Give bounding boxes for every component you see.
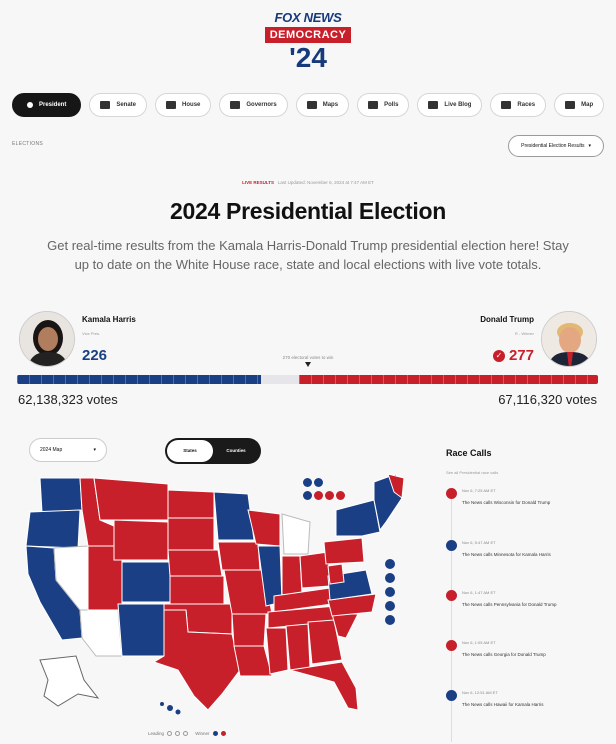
electoral-votes: ✓ 277 (493, 347, 534, 364)
state-south-dakota (168, 518, 214, 550)
state-arkansas (232, 614, 266, 646)
site-logo[interactable] (0, 10, 616, 73)
state-colorado (122, 562, 170, 602)
state-north-dakota (168, 490, 214, 518)
state-hawaii (167, 705, 173, 711)
nav-senate[interactable]: Senate (89, 93, 147, 117)
state-dot[interactable] (303, 491, 312, 500)
state-alabama (286, 624, 310, 670)
candidate-name: Donald Trump (480, 315, 534, 324)
legend-circle (213, 731, 218, 736)
nav-president[interactable]: President (12, 93, 81, 117)
map-view-toggle[interactable] (165, 438, 261, 464)
electoral-votes: 226 (82, 347, 108, 364)
win-threshold-marker (305, 362, 311, 367)
harris-bar (17, 375, 261, 384)
state-new-york (336, 500, 380, 536)
state-wyoming (114, 520, 168, 560)
nav-polls[interactable]: Polls (357, 93, 409, 117)
state-minnesota (214, 492, 254, 540)
page-description: Get real-time results from the Kamala Harris-Donald Trump presidential election here! Stay up to date on the White House race, state and local elections with live vote totals. (47, 238, 569, 272)
state-mississippi (266, 628, 288, 674)
breadcrumb[interactable]: ELECTIONS (12, 141, 44, 147)
nav-house[interactable]: House (155, 93, 211, 117)
subbar (12, 135, 604, 157)
building-icon (230, 101, 240, 109)
state-dot[interactable] (336, 491, 345, 500)
to-win-label: 270 electoral votes to win (282, 355, 334, 360)
state-washington (40, 478, 82, 512)
state-louisiana (234, 646, 272, 676)
ballot-icon (368, 101, 378, 109)
map-legend: Leading Winner (148, 731, 226, 736)
toggle-counties[interactable]: Counties (226, 448, 246, 453)
state-iowa (218, 542, 260, 570)
checkmark-icon: ✓ (493, 350, 505, 362)
logo-year: '24 (289, 42, 327, 73)
state-oregon (26, 510, 80, 548)
logo-democracy: DEMOCRACY (265, 27, 352, 43)
harris-popular-votes: 62,138,323 votes (18, 392, 118, 407)
candidate-note: Vice Pres. (82, 331, 101, 336)
megaphone-icon (428, 101, 438, 109)
legend-circle (221, 731, 226, 736)
state-indiana (282, 556, 302, 598)
trump-popular-votes: 67,116,320 votes (498, 392, 597, 407)
electoral-vote-bar (17, 375, 598, 384)
section-nav (12, 93, 616, 117)
republican-dot (446, 590, 457, 601)
state-new-mexico (118, 604, 164, 656)
chevron-down-icon: ▾ (93, 447, 96, 453)
legend-circle (175, 731, 180, 736)
trump-bar (299, 375, 598, 384)
nav-governors[interactable]: Governors (219, 93, 287, 117)
state-wisconsin (248, 510, 280, 546)
logo-brand: FOX NEWS (274, 10, 342, 25)
grid-icon (565, 101, 575, 109)
checklist-icon (501, 101, 511, 109)
map-icon (307, 101, 317, 109)
live-badge: LIVE RESULTS (242, 180, 275, 185)
legend-circle (183, 731, 188, 736)
state-dot[interactable] (314, 491, 323, 500)
split-states-legend (303, 478, 345, 504)
nav-races[interactable]: Races (490, 93, 546, 117)
small-state-marker (385, 615, 395, 625)
capitol-icon (100, 101, 110, 109)
results-dropdown[interactable]: Presidential Election Results ▾ (508, 135, 604, 157)
democrat-dot (446, 540, 457, 551)
candidate-name: Kamala Harris (82, 315, 136, 324)
state-west-virginia (328, 564, 344, 584)
state-montana (94, 478, 168, 520)
us-election-map[interactable] (18, 470, 418, 722)
state-alaska (40, 656, 98, 706)
chevron-down-icon: ▾ (588, 143, 591, 149)
candidate-note: R - Winner (514, 331, 534, 336)
small-state-marker (385, 601, 395, 611)
nav-more[interactable]: Map (554, 93, 604, 117)
state-dot[interactable] (303, 478, 312, 487)
state-pennsylvania (324, 538, 364, 564)
last-updated: LIVE RESULTS Last Updated: November 6, 2024 at 7:47 AM ET (242, 180, 374, 185)
state-dot[interactable] (325, 491, 334, 500)
state-dot[interactable] (314, 478, 323, 487)
small-state-marker (385, 587, 395, 597)
state-kansas (170, 576, 224, 604)
republican-dot (446, 488, 457, 499)
nav-live-blog[interactable]: Live Blog (417, 93, 482, 117)
map-year-dropdown[interactable]: 2024 Map ▾ (29, 438, 107, 462)
republican-dot (446, 640, 457, 651)
legend-circle (167, 731, 172, 736)
state-florida (290, 662, 358, 710)
nav-maps[interactable]: Maps (296, 93, 349, 117)
race-calls-subtitle[interactable]: See all Presidential race calls (446, 470, 499, 475)
page-title: 2024 Presidential Election (170, 198, 446, 224)
timeline-line (451, 492, 452, 742)
race-calls-title: Race Calls (446, 448, 492, 458)
democrat-dot (446, 690, 457, 701)
flag-icon (27, 102, 33, 108)
small-state-marker (385, 559, 395, 569)
small-state-marker (385, 573, 395, 583)
state-arizona (80, 610, 122, 656)
state-nebraska (168, 550, 222, 576)
house-icon (166, 101, 176, 109)
toggle-states[interactable]: States (167, 440, 213, 462)
state-michigan (282, 514, 310, 554)
